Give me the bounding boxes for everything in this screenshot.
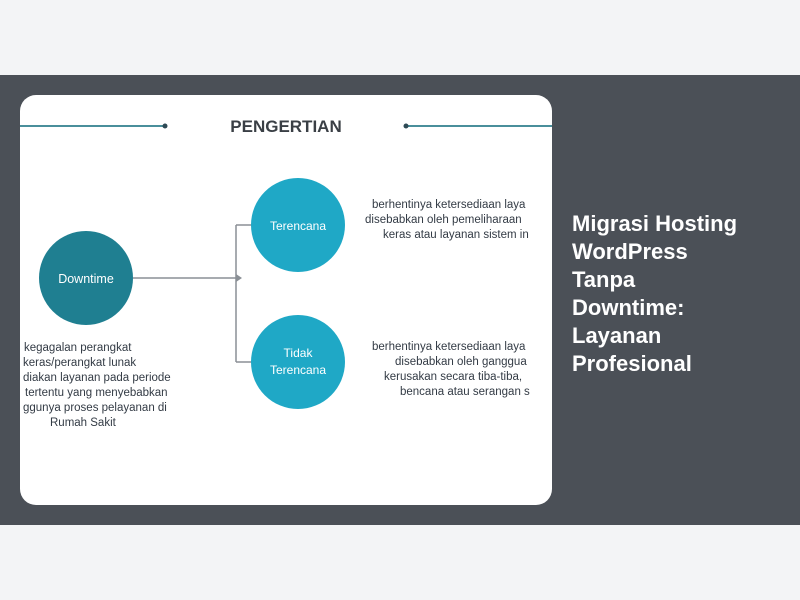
featured-image-card[interactable]: [20, 95, 552, 505]
planned-node-label: Terencana: [269, 219, 327, 233]
title-rule-right-dot: [404, 124, 409, 129]
headline-line: Layanan: [572, 323, 662, 348]
description-line: keras atau layanan sistem in: [383, 229, 529, 241]
description-line: disebabkan oleh ganggua: [395, 356, 527, 368]
headline-line: Tanpa: [572, 267, 636, 292]
title-rule-left-dot: [163, 124, 168, 129]
unplanned-node-label-1: Tidak: [283, 346, 313, 360]
headline-line: Profesional: [572, 351, 692, 376]
description-line: bencana atau serangan s: [400, 386, 530, 398]
description-line: Rumah Sakit: [50, 417, 116, 429]
headline-line: WordPress: [572, 239, 688, 264]
description-line: keras/perangkat lunak: [23, 357, 137, 369]
description-line: berhentinya ketersediaan laya: [372, 341, 526, 353]
unplanned-description: [372, 340, 530, 400]
description-line: disebabkan oleh pemeliharaan: [365, 214, 522, 226]
description-line: kegagalan perangkat: [24, 342, 132, 354]
unplanned-node-label-2: Terencana: [269, 363, 327, 377]
headline-line: Migrasi Hosting: [572, 211, 738, 236]
description-line: tertentu yang menyebabkan: [25, 387, 168, 399]
description-line: kerusakan secara tiba-tiba,: [384, 371, 523, 383]
headline-line: Downtime:: [572, 295, 685, 320]
root-description: [20, 341, 171, 431]
unplanned-node: [251, 315, 345, 409]
description-line: diakan layanan pada periode: [23, 372, 171, 384]
diagram-title: PENGERTIAN: [230, 117, 342, 136]
arrow-right-icon: [236, 274, 242, 282]
article-headline[interactable]: [572, 210, 777, 378]
downtime-diagram: [20, 95, 552, 505]
planned-description: [365, 198, 529, 243]
downtime-node-label: Downtime: [58, 272, 114, 286]
description-line: berhentinya ketersediaan laya: [372, 199, 526, 211]
description-line: ggunya proses pelayanan di: [23, 402, 167, 414]
